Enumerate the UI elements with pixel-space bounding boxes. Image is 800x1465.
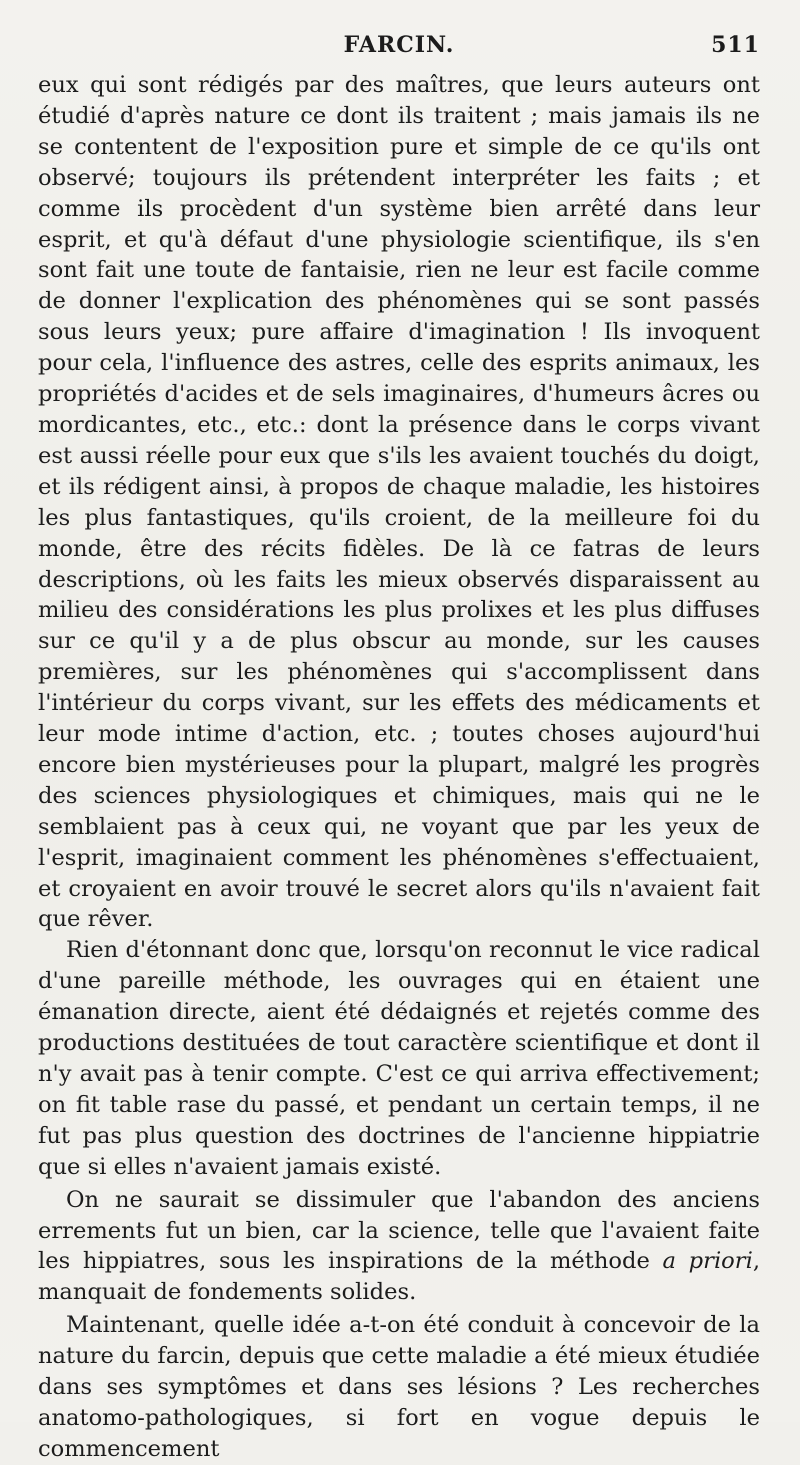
paragraph-4: Maintenant, quelle idée a-t-on été conduit à concevoir de la nature du farcin, depuis que cette maladie a été mieux étudiée dans ses symptômes et dans ses lésions ? Les recherches anatomo-pathologiques, si fort en vogue depuis le commencement — [38, 1312, 760, 1462]
paragraph-3-start: On ne saurait se dissimuler que l'abandon des anciens errements fut un bien, car la science, telle que l'avaient faite les hippiatres, sous les inspirations de la méthode — [38, 1186, 760, 1275]
running-header — [38, 30, 760, 70]
paragraph-3 — [38, 1185, 760, 1309]
page-number: 511 — [711, 32, 760, 58]
running-title: FARCIN. — [343, 32, 455, 58]
paragraph-2: Rien d'étonnant donc que, lorsqu'on reconnut le vice radical d'une pareille méthode, les ouvrages qui en étaient une émanation directe, aient été dédaignés et rejetés comme des productions destituées de tout caractère scientifique et dont il n'y avait pas à tenir compte. C'est ce qui arriva effectivement; on fit table rase du passé, et pendant un certain temps, il ne fut pas plus question des doctrines de l'ancienne hippiatrie que si elles n'avaient jamais existé. — [38, 937, 760, 1180]
paragraph-3-end: , manquait de fondements solides. — [38, 1248, 760, 1306]
italic-phrase: a priori — [662, 1248, 753, 1275]
paragraph-1: eux qui sont rédigés par des maîtres, que leurs auteurs ont étudié d'après nature ce dont ils traitent ; mais jamais ils ne se contentent de l'exposition pure et simple de ce qu'ils ont observé; toujours ils prétendent interpréter les faits ; et comme ils procèdent d'un système bien arrêté dans leur esprit, et qu'à défaut d'une physiologie scientifique, ils s'en sont fait une toute de fantaisie, rien ne leur est facile comme de donner l'explication des phénomènes qui se sont passés sous leurs yeux; pure affaire d'imagination ! Ils invoquent pour cela, l'influence des astres, celle des esprits animaux, les propriétés d'acides et de sels imaginaires, d'humeurs âcres ou mordicantes, etc., etc.: dont la présence dans le corps vivant est aussi réelle pour eux que s'ils les avaient touchés du doigt, et ils rédigent ainsi, à propos de chaque maladie, les histoires les plus fantastiques, qu'ils croient, de la meilleure foi du monde, être des récits fidèles. De là ce fatras de leurs descriptions, où les faits les mieux observés disparaissent au milieu des considérations les plus prolixes et les plus diffuses sur ce qu'il y a de plus obscur au monde, sur les causes premières, sur les phénomènes qui s'accomplissent dans l'intérieur du corps vivant, sur les effets des médicaments et leur mode intime d'action, etc. ; toutes choses aujourd'hui encore bien mystérieuses pour la plupart, malgré les progrès des sciences physiologiques et chimiques, mais qui ne le semblaient pas à ceux qui, ne voyant que par les yeux de l'esprit, imaginaient comment les phénomènes s'effectuaient, et croyaient en avoir trouvé le secret alors qu'ils n'avaient fait que rêver. — [38, 72, 760, 933]
body-text — [38, 70, 760, 1465]
